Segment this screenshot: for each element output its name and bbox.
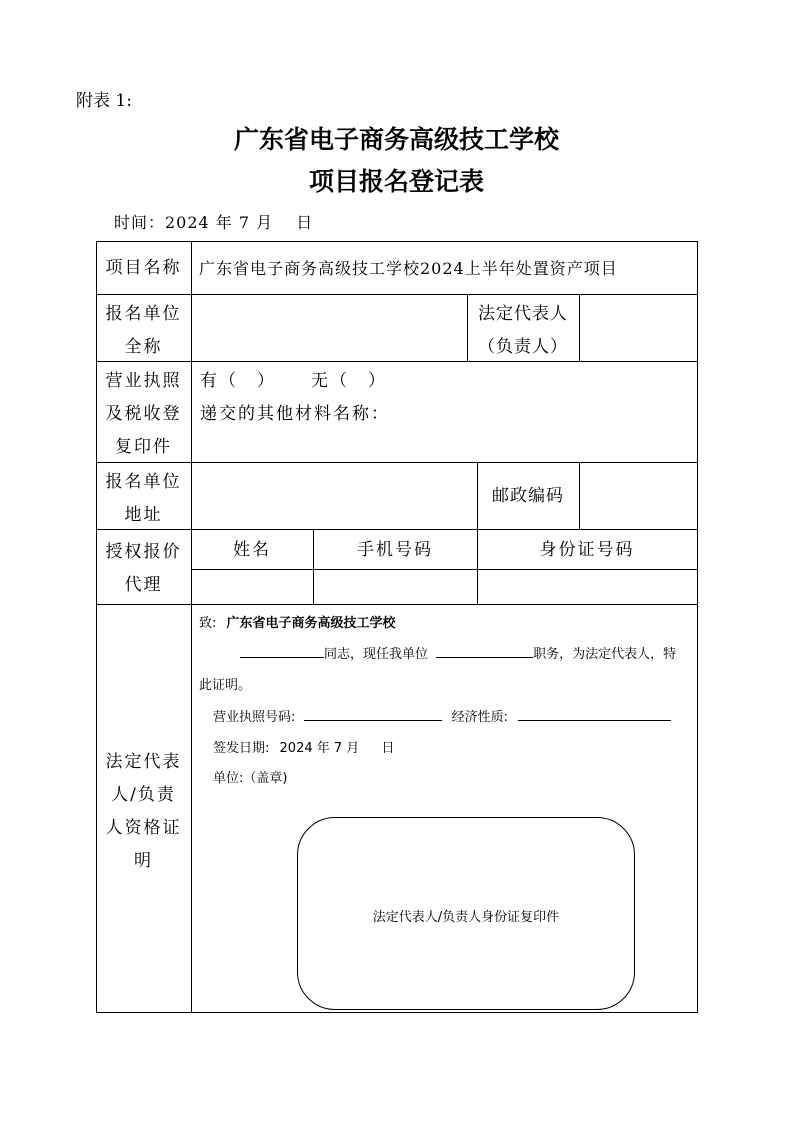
table-border-bottom [96, 1012, 698, 1013]
annex-label: 附表 1: [76, 91, 132, 111]
license-label: 营业执照 及税收登 复印件 [105, 371, 182, 457]
license-number-blank[interactable] [304, 706, 442, 721]
agent-label: 授权报价 代理 [105, 542, 182, 595]
issue-date-line: 签发日期: 2024 年 7 月 日 [213, 741, 395, 756]
col-name-header: 姓名 [233, 540, 271, 560]
address-label: 报名单位 地址 [105, 472, 182, 525]
col-phone-header: 手机号码 [357, 540, 433, 560]
license-number-line: 营业执照号码: 经济性质: [213, 706, 671, 725]
license-yes-option[interactable]: 有（ ） [200, 371, 276, 391]
applicant-name-field[interactable] [192, 295, 467, 361]
postcode-label: 邮政编码 [492, 486, 564, 506]
date-line: 时间：2024 年 7 月 日 [114, 213, 314, 232]
econ-nature-blank[interactable] [518, 706, 671, 721]
agent-name-field[interactable] [192, 570, 313, 604]
legal-rep-field[interactable] [580, 295, 697, 361]
table-border-right [697, 241, 698, 1013]
unit-seal-label: 单位:（盖章) [213, 771, 288, 786]
license-no-option[interactable]: 无（ ） [311, 371, 387, 391]
row-separator [96, 604, 698, 605]
project-name-label: 项目名称 [105, 258, 182, 278]
legal-rep-label: 法定代表人 （负责人） [478, 304, 568, 357]
project-name-value: 广东省电子商务高级技工学校2024上半年处置资产项目 [199, 259, 618, 278]
applicant-name-label: 报名单位 全称 [105, 304, 182, 357]
col-id-header: 身份证号码 [539, 540, 635, 560]
table-border-top [96, 241, 698, 242]
id-copy-box [297, 817, 635, 1010]
certificate-to-line: 致: 广东省电子商务高级技工学校 [199, 616, 396, 631]
position-blank[interactable] [436, 643, 533, 658]
agent-id-field[interactable] [478, 570, 697, 604]
certificate-label: 法定代表 人/负责 人资格证 明 [105, 752, 182, 871]
id-copy-label: 法定代表人/负责人身份证复印件 [372, 910, 560, 925]
comrade-name-blank[interactable] [240, 643, 324, 658]
agent-phone-field[interactable] [314, 570, 477, 604]
address-field[interactable] [192, 463, 477, 529]
postcode-field[interactable] [580, 463, 697, 529]
certificate-proof-text: 此证明。 [199, 678, 252, 693]
certificate-body-line: 同志，现任我单位 职务，为法定代表人，特 [240, 643, 676, 662]
school-title: 广东省电子商务高级技工学校 [233, 125, 559, 154]
other-materials-label: 递交的其他材料名称： [200, 404, 390, 424]
form-title: 项目报名登记表 [308, 167, 484, 196]
